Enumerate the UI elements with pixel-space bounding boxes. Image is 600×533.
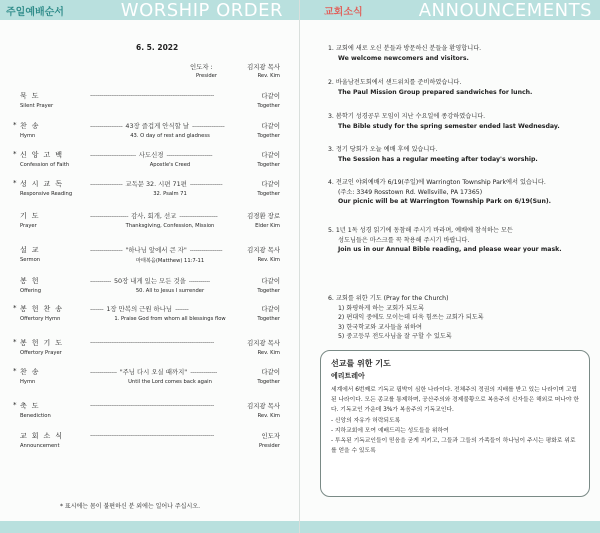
worship-order-row	[0, 401, 300, 427]
order-item-en: 32. Psalm 71	[153, 191, 187, 197]
announcement-en: The Paul Mission Group prepared sandwiches for lunch.	[338, 88, 533, 96]
order-item-ko-line	[90, 338, 260, 346]
order-leader-en: Together	[257, 379, 280, 385]
worship-order-row	[0, 304, 300, 330]
order-item-ko-line	[90, 121, 260, 130]
order-leader-en: Together	[257, 191, 280, 197]
church-prayer-items	[328, 304, 592, 342]
worship-order-row	[0, 179, 300, 205]
leader-dots: -------	[90, 305, 104, 313]
order-item-ko-line	[90, 211, 260, 220]
order-leader-ko: 김지광 목사	[247, 339, 280, 347]
leader-dots: ------------------------	[166, 151, 213, 159]
worship-order-row	[0, 367, 300, 393]
order-item-ko: 감사, 회개, 선교	[131, 212, 177, 220]
left-bottom-bar	[0, 521, 299, 533]
order-title-en: Sermon	[20, 257, 41, 263]
order-title-ko: 봉헌기도	[20, 339, 68, 347]
mission-prayer-items	[331, 417, 579, 456]
announcement-en: Our picnic will be at Warrington Township Park on 6/19(Sun).	[338, 198, 552, 206]
order-item-ko: "하나님 앞에서 큰 자"	[125, 246, 187, 254]
order-title-ko: 성시교독	[20, 180, 68, 188]
announcement-ko: 5. 1년 1독 성경 읽기에 동참해 주시기 바라며, 예배에 참석하는 모든	[328, 227, 513, 234]
church-prayer-section	[328, 294, 592, 342]
worship-order-title: WORSHIP ORDER	[120, 0, 283, 21]
leader-dots: -----------------------------------------------------------------	[90, 401, 214, 409]
order-leader-ko: 김지광 목사	[247, 246, 280, 254]
worship-order-row	[0, 245, 300, 271]
order-leader-en: Together	[257, 288, 280, 294]
order-leader-ko: 다같이	[261, 305, 280, 313]
leader-dots: --------------	[90, 368, 117, 376]
announcement-en: The Bible study for the spring semester ended last Wednesday.	[338, 122, 560, 130]
mission-prayer-body: 세계에서 6번째로 기독교 핍박이 심한 나라이다. 전체주의 정권의 지배를 받고 있는 나라이며 고립된 나라이다. 모든 종교를 통제하며, 공산주의와 경제불황으로 복음주의 신자들은 해외로 떠나야 한다. 기독교인 가운데 3%가 복음주의 기독교인다.	[331, 387, 579, 414]
worship-order-header	[0, 0, 299, 20]
mission-prayer-title: 선교를 위한 기도	[331, 359, 391, 368]
church-prayer-item: 5) 중고등부 전도사님을 잘 구할 수 있도록	[338, 333, 452, 341]
announcements-kicker: 교회소식	[324, 7, 363, 18]
officiant-name-en: Rev. Kim	[257, 73, 280, 79]
order-item-ko-line	[90, 401, 260, 409]
order-item-ko: 43장 즐겁게 안식할 날	[125, 122, 190, 130]
announcement-en: We welcome newcomers and visitors.	[338, 54, 469, 62]
announcement-ko: 1. 교회에 새로 오신 분들과 방문하신 분들을 환영합니다.	[328, 45, 482, 52]
announcements-title: ANNOUNCEMENTS	[418, 0, 592, 21]
announcement-ko: 4. 전교인 야외예배가 6/19(주일)에 Warrington Township Park에서 있습니다.	[328, 179, 546, 186]
leader-dots: -----------	[188, 277, 210, 285]
announcement-item	[328, 226, 592, 255]
order-item-en: 50. All to Jesus I surrender	[135, 288, 205, 294]
order-title-en: Responsive Reading	[20, 191, 73, 197]
announcement-item	[328, 178, 592, 207]
order-item-ko: 1장 만복의 근원 하나님	[106, 305, 173, 313]
announcement-item	[328, 112, 592, 131]
order-title-ko: 기도	[20, 212, 44, 220]
order-item-ko: 교독문 32. 시편 71편	[125, 180, 187, 188]
order-title-ko: 봉헌	[20, 277, 44, 285]
order-title-en: Silent Prayer	[20, 103, 54, 109]
order-item-ko: 사도신경	[138, 151, 164, 159]
announcement-ko: 2. 바울남전도회에서 샌드위치를 준비하였습니다.	[328, 79, 462, 86]
mission-prayer-box	[320, 350, 590, 497]
worship-order-row	[0, 211, 300, 237]
stand-marker: *	[13, 401, 17, 409]
order-title-en: Prayer	[20, 223, 37, 229]
announcement-ko: 3. 봄학기 성경공부 모임이 지난 수요일에 종강하였습니다.	[328, 113, 486, 120]
church-prayer-item: 2) 편대익 중에도 모이는데 더욱 힘쓰는 교회가 되도록	[338, 314, 484, 322]
stand-marker: *	[13, 367, 17, 375]
stand-marker: *	[13, 338, 17, 346]
leader-dots: -----------------------------------------------------------------	[90, 338, 214, 346]
order-item-en: 1. Praise God from whom all blessings flow	[114, 316, 226, 322]
mission-prayer-item: - 신앙의 자유가 허락되도록	[331, 418, 401, 425]
leader-dots: --------------------	[90, 212, 129, 220]
order-title-en: Confession of Faith	[20, 162, 70, 168]
order-leader-en: Rev. Kim	[257, 350, 280, 356]
order-title-en: Offering	[20, 288, 42, 294]
order-title-en: Hymn	[20, 379, 36, 385]
order-leader-ko: 다같이	[261, 277, 280, 285]
leader-dots: -------	[175, 305, 189, 313]
church-prayer-item: 1) 화평하게 하는 교회가 되도록	[338, 304, 424, 312]
order-leader-en: Together	[257, 133, 280, 139]
worship-order-row	[0, 338, 300, 364]
order-item-ko-line	[90, 431, 260, 439]
leader-dots: -----------------	[189, 180, 223, 188]
order-leader-en: Presider	[258, 443, 280, 449]
leader-dots: -----------------------------------------------------------------	[90, 431, 214, 439]
officiant-name-ko: 김지광 목사	[247, 63, 280, 71]
leader-dots: -----------------------------------------------------------------	[90, 91, 214, 99]
worship-order-kicker: 주일예배순서	[6, 7, 64, 18]
order-title-en: Offertory Prayer	[20, 350, 62, 356]
leader-dots: -----------	[90, 277, 111, 285]
order-title-ko: 묵도	[20, 92, 44, 100]
church-prayer-item: 3) 한국학교와 교사들을 위하여	[338, 323, 422, 331]
order-title-ko: 설교	[20, 246, 44, 254]
order-leader-ko: 다같이	[261, 368, 280, 376]
order-item-ko-line	[90, 150, 260, 159]
stand-marker: *	[13, 121, 17, 129]
order-item-ko: "주님 다시 오실 때까지"	[119, 368, 188, 376]
order-item-ko-line	[90, 245, 260, 254]
order-item-en: Thanksgiving, Confession, Mission	[125, 223, 215, 229]
order-leader-ko: 다같이	[261, 151, 280, 159]
order-title-ko: 찬송	[20, 122, 44, 130]
order-title-ko: 교회소식	[20, 432, 68, 440]
order-leader-en: Together	[257, 103, 280, 109]
order-title-ko: 축도	[20, 402, 44, 410]
announcement-ko: 3. 정기 당회가 오늘 예배 후에 있습니다.	[328, 146, 438, 153]
order-leader-ko: 다같이	[261, 92, 280, 100]
leader-dots: -----------------	[189, 246, 223, 254]
bulletin-date: 6. 5. 2022	[136, 43, 179, 52]
worship-order-row	[0, 150, 300, 176]
mission-prayer-country: 에리트레아	[331, 372, 365, 380]
leader-dots: --------------	[190, 368, 217, 376]
officiant-label-ko: 인도자 :	[190, 63, 213, 71]
order-item-ko-line	[90, 91, 260, 99]
order-leader-en: Together	[257, 316, 280, 322]
church-prayer-heading: 6. 교회를 위한 기도 (Pray for the Church)	[328, 295, 449, 302]
announcement-en: The Session has a regular meeting after today's worship.	[338, 155, 538, 163]
order-title-ko: 찬송	[20, 368, 44, 376]
leader-dots: -----------------	[192, 122, 225, 130]
order-leader-ko: 다같이	[261, 122, 280, 130]
order-item-ko-line	[90, 276, 260, 285]
stand-marker: *	[13, 179, 17, 187]
order-leader-en: Elder Kim	[255, 223, 280, 229]
leader-dots: -----------------	[90, 122, 123, 130]
announcement-item	[328, 44, 592, 63]
order-leader-ko: 다같이	[261, 180, 280, 188]
stand-marker: *	[13, 304, 17, 312]
announcements-header	[300, 0, 600, 20]
standing-footnote: * 표시에는 몸이 불편하신 분 외에는 일어나 주십시오.	[60, 503, 200, 510]
order-leader-en: Together	[257, 162, 280, 168]
order-title-en: Hymn	[20, 133, 36, 139]
order-title-ko: 신앙고백	[20, 151, 68, 159]
order-title-en: Announcement	[20, 443, 60, 449]
order-item-en: 43. O day of rest and gladness	[130, 133, 210, 139]
leader-dots: -----------------	[90, 180, 123, 188]
worship-order-row	[0, 91, 300, 117]
leader-dots: ------------------------	[90, 151, 136, 159]
order-title-en: Benediction	[20, 413, 51, 419]
order-item-en: Until the Lord comes back again	[128, 379, 212, 385]
order-leader-ko: 김지광 목사	[247, 402, 280, 410]
right-bottom-bar	[300, 521, 600, 533]
leader-dots: -----------------	[90, 246, 123, 254]
order-leader-en: Rev. Kim	[257, 413, 280, 419]
officiant-label-en: Presider	[196, 73, 218, 79]
announcement-item	[328, 78, 592, 97]
order-item-ko-line	[90, 367, 260, 376]
worship-order-row	[0, 276, 300, 302]
order-leader-ko: 김경환 장로	[247, 212, 280, 220]
order-item-en: 마태복음(Matthew) 11:7-11	[135, 258, 205, 264]
order-title-en: Offertory Hymn	[20, 316, 61, 322]
worship-order-row	[0, 121, 300, 147]
officiant-row	[0, 62, 300, 82]
announcement-ko-cont: (주소: 3349 Rosstown Rd. Wellsville, PA 17365)	[338, 188, 483, 196]
order-title-ko: 봉헌찬송	[20, 305, 68, 313]
order-leader-en: Rev. Kim	[257, 257, 280, 263]
mission-prayer-item: - 지하교회에 모여 예배드리는 성도들을 위하여	[331, 428, 449, 435]
order-item-ko: 50장 내게 있는 모든 것을	[113, 277, 186, 285]
order-leader-ko: 인도자	[261, 432, 280, 440]
announcement-en: Join us in our Annual Bible reading, and please wear your mask.	[338, 246, 562, 254]
worship-order-row	[0, 431, 300, 457]
order-item-ko-line	[90, 304, 260, 313]
stand-marker: *	[13, 150, 17, 158]
announcement-ko-cont: 성도님들은 마스크를 꼭 착용해 주시기 바랍니다.	[338, 236, 470, 244]
order-item-en: Apostle's Creed	[149, 162, 191, 168]
order-item-ko-line	[90, 179, 260, 188]
leader-dots: --------------------	[179, 212, 218, 220]
announcement-item	[328, 145, 592, 164]
mission-prayer-item: - 투옥된 기독교인들이 믿음을 굳게 지키고, 그들과 그들의 가족들이 하나님이 주시는 평화로 위로를 얻을 수 있도록	[331, 438, 576, 454]
